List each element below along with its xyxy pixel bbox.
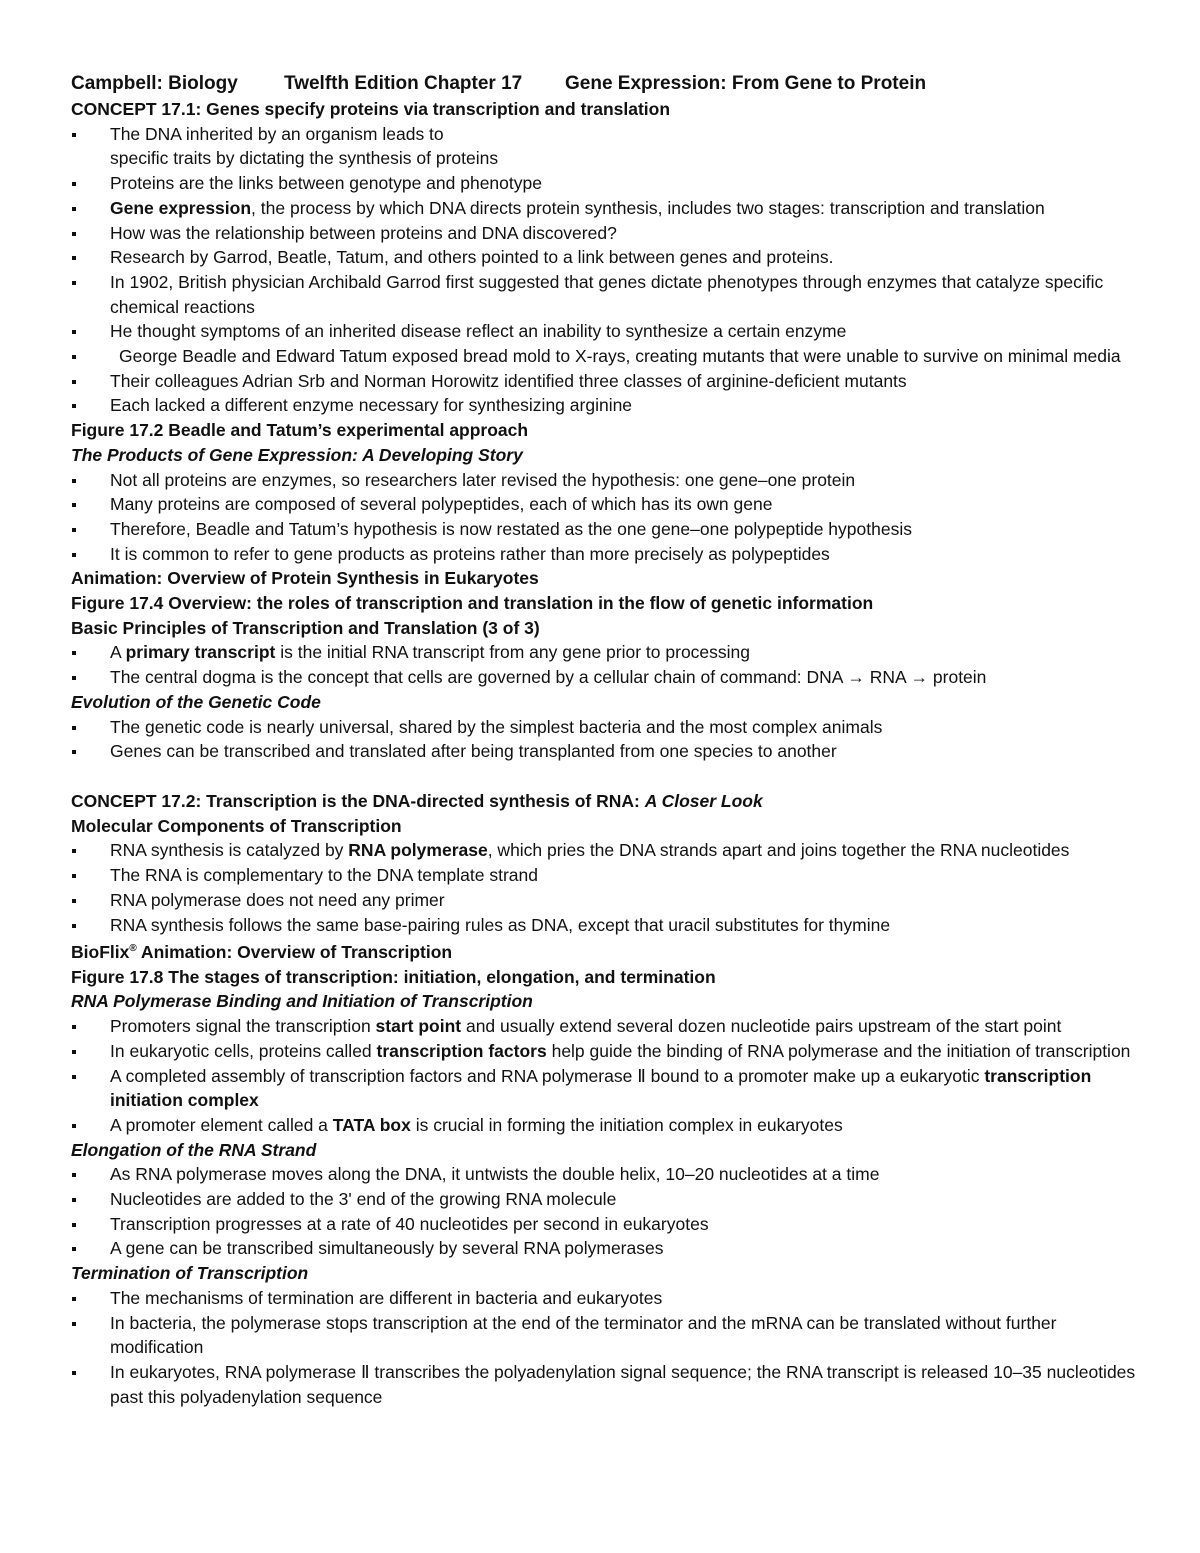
elongation-heading: Elongation of the RNA Strand — [71, 1139, 317, 1160]
list-item: It is common to refer to gene products as proteins rather than more precisely as polypeptides — [71, 542, 1140, 567]
products-bullets — [71, 468, 1140, 567]
evolution-bullets — [71, 715, 1140, 764]
list-item: Nucleotides are added to the 3' end of the growing RNA molecule — [71, 1187, 1140, 1212]
list-item: The DNA inherited by an organism leads to specific traits by dictating the synthesis of proteins — [71, 122, 1140, 171]
concept-17-1-heading: CONCEPT 17.1: Genes specify proteins via transcription and translation — [71, 99, 671, 119]
termination-heading: Termination of Transcription — [71, 1263, 309, 1284]
elongation-bullets — [71, 1162, 1140, 1261]
molecular-components-bullets — [71, 838, 1140, 937]
list-item: Gene expression, the process by which DNA directs protein synthesis, includes two stages: transcription and translation — [71, 196, 1140, 221]
list-item: RNA polymerase does not need any primer — [71, 888, 1140, 913]
section-spacer — [71, 764, 1140, 789]
list-item: The mechanisms of termination are different in bacteria and eukaryotes — [71, 1286, 1140, 1311]
list-item: Promoters signal the transcription start point and usually extend several dozen nucleotide pairs upstream of the start point — [71, 1014, 1140, 1039]
list-item: A gene can be transcribed simultaneously by several RNA polymerases — [71, 1236, 1140, 1261]
book-title: Campbell: Biology — [71, 73, 238, 94]
products-heading: The Products of Gene Expression: A Developing Story — [71, 444, 523, 465]
list-item: RNA synthesis is catalyzed by RNA polymerase, which pries the DNA strands apart and joins together the RNA nucleotides — [71, 838, 1140, 863]
list-item: In 1902, British physician Archibald Garrod first suggested that genes dictate phenotypes through enzymes that catalyze specific chemical reactions — [71, 270, 1140, 319]
list-item: In eukaryotes, RNA polymerase Ⅱ transcribes the polyadenylation signal sequence; the RNA transcript is released 10–35 nucleotides past this polyadenylation sequence — [71, 1360, 1140, 1409]
list-item: Therefore, Beadle and Tatum’s hypothesis is now restated as the one gene–one polypeptide hypothesis — [71, 517, 1140, 542]
list-item: Transcription progresses at a rate of 40 nucleotides per second in eukaryotes — [71, 1212, 1140, 1237]
bioflix-animation-label: BioFlix® Animation: Overview of Transcription — [71, 942, 453, 963]
basic-principles-bullets — [71, 640, 1140, 689]
initiation-bullets — [71, 1014, 1140, 1138]
list-item: The genetic code is nearly universal, shared by the simplest bacteria and the most complex animals — [71, 715, 1140, 740]
termination-bullets — [71, 1286, 1140, 1410]
list-item: Their colleagues Adrian Srb and Norman Horowitz identified three classes of arginine-deficient mutants — [71, 369, 1140, 394]
figure-17-4-caption: Figure 17.4 Overview: the roles of transcription and translation in the flow of genetic information — [71, 593, 874, 614]
list-item: A completed assembly of transcription factors and RNA polymerase Ⅱ bound to a promoter make up a eukaryotic transcription initiation complex — [71, 1064, 1140, 1113]
edition-label: Twelfth Edition Chapter 17 — [284, 73, 523, 94]
list-item: Not all proteins are enzymes, so researchers later revised the hypothesis: one gene–one protein — [71, 468, 1140, 493]
list-item: The central dogma is the concept that cells are governed by a cellular chain of command: DNA → RNA → protein — [71, 665, 1140, 690]
list-item: As RNA polymerase moves along the DNA, it untwists the double helix, 10–20 nucleotides at a time — [71, 1162, 1140, 1187]
list-item: In bacteria, the polymerase stops transcription at the end of the terminator and the mRNA can be translated without further modification — [71, 1311, 1140, 1360]
list-item: The RNA is complementary to the DNA template strand — [71, 863, 1140, 888]
list-item: He thought symptoms of an inherited disease reflect an inability to synthesize a certain enzyme — [71, 319, 1140, 344]
list-item: In eukaryotic cells, proteins called transcription factors help guide the binding of RNA polymerase and the initiation of transcription — [71, 1039, 1140, 1064]
evolution-heading: Evolution of the Genetic Code — [71, 691, 321, 712]
initiation-heading: RNA Polymerase Binding and Initiation of Transcription — [71, 991, 533, 1012]
list-item: RNA synthesis follows the same base-pairing rules as DNA, except that uracil substitutes for thymine — [71, 913, 1140, 938]
list-item: Proteins are the links between genotype and phenotype — [71, 171, 1140, 196]
list-item: George Beadle and Edward Tatum exposed bread mold to X-rays, creating mutants that were unable to survive on minimal media — [71, 344, 1140, 369]
list-item: Genes can be transcribed and translated after being transplanted from one species to another — [71, 739, 1140, 764]
list-item: How was the relationship between proteins and DNA discovered? — [71, 221, 1140, 246]
document-title — [71, 71, 1140, 97]
basic-principles-heading: Basic Principles of Transcription and Translation (3 of 3) — [71, 617, 540, 638]
concept-17-1-bullets — [71, 122, 1140, 418]
list-item: A promoter element called a TATA box is crucial in forming the initiation complex in eukaryotes — [71, 1113, 1140, 1138]
list-item: Each lacked a different enzyme necessary for synthesizing arginine — [71, 393, 1140, 418]
figure-17-8-caption: Figure 17.8 The stages of transcription: initiation, elongation, and termination — [71, 966, 716, 987]
chapter-title: Gene Expression: From Gene to Protein — [565, 73, 927, 94]
list-item: Research by Garrod, Beatle, Tatum, and others pointed to a link between genes and proteins. — [71, 245, 1140, 270]
list-item: Many proteins are composed of several polypeptides, each of which has its own gene — [71, 492, 1140, 517]
molecular-components-heading: Molecular Components of Transcription — [71, 815, 402, 836]
figure-17-2-caption: Figure 17.2 Beadle and Tatum’s experimental approach — [71, 420, 529, 441]
animation-label: Animation: Overview of Protein Synthesis in Eukaryotes — [71, 568, 539, 589]
list-item: A primary transcript is the initial RNA transcript from any gene prior to processing — [71, 640, 1140, 665]
concept-17-2-heading: CONCEPT 17.2: Transcription is the DNA-directed synthesis of RNA: A Closer Look — [71, 790, 763, 811]
